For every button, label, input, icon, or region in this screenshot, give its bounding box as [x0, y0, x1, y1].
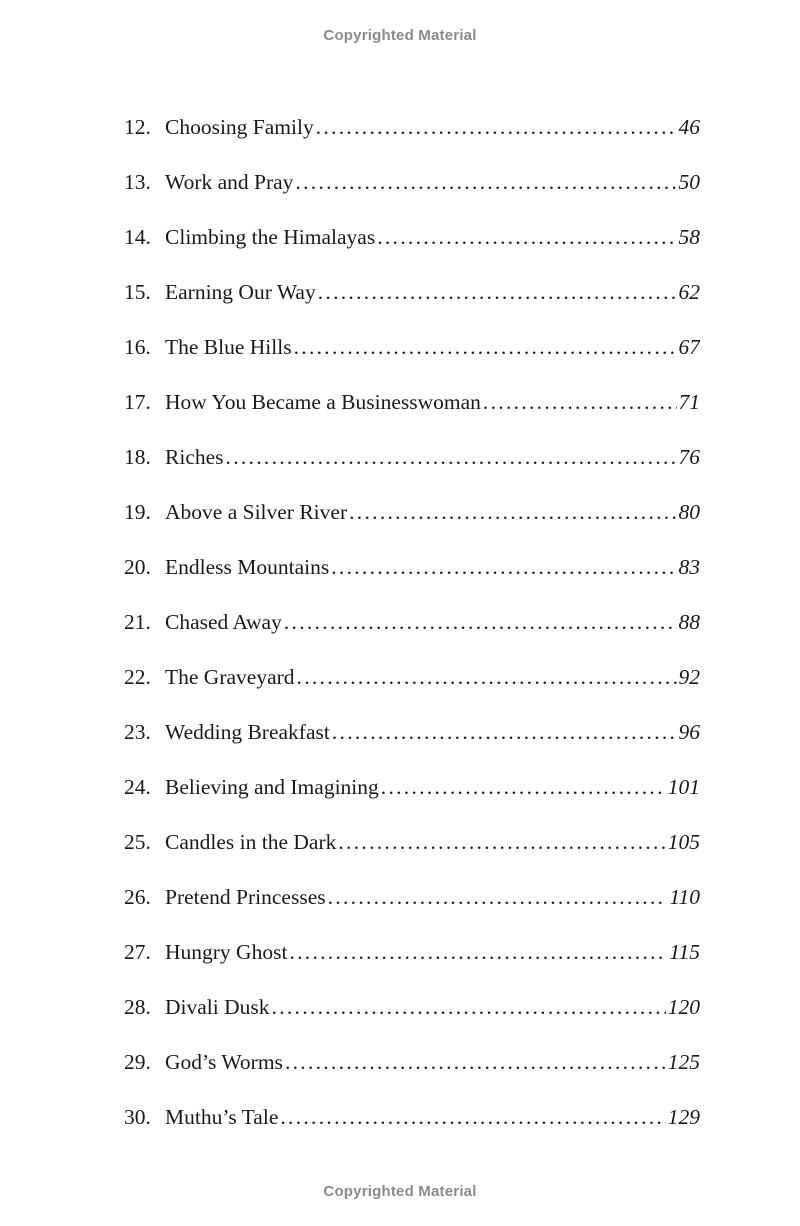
chapter-title: Believing and Imagining	[165, 775, 379, 799]
page-number: 58	[678, 225, 700, 249]
chapter-number: 20.	[124, 555, 151, 579]
dot-leader	[295, 165, 676, 199]
chapter-number: 16.	[124, 335, 151, 359]
dot-leader	[284, 605, 677, 639]
chapter-title: Hungry Ghost	[165, 940, 288, 964]
toc-entry[interactable]	[124, 440, 700, 495]
page-number: 88	[678, 610, 700, 634]
toc-entry[interactable]	[124, 1045, 700, 1100]
page-number: 96	[678, 720, 700, 744]
page-number: 125	[667, 1050, 700, 1074]
dot-leader	[381, 770, 666, 804]
dot-leader	[338, 825, 665, 859]
toc-entry[interactable]	[124, 275, 700, 330]
toc-entry[interactable]	[124, 660, 700, 715]
dot-leader	[226, 440, 677, 474]
toc-entry[interactable]	[124, 330, 700, 385]
toc-entry[interactable]	[124, 770, 700, 825]
chapter-title: Earning Our Way	[165, 280, 316, 304]
chapter-title: Chased Away	[165, 610, 282, 634]
dot-leader	[349, 495, 676, 529]
chapter-number: 12.	[124, 115, 151, 139]
page-number: 62	[678, 280, 700, 304]
chapter-number: 22.	[124, 665, 151, 689]
chapter-title: Pretend Princesses	[165, 885, 326, 909]
chapter-number: 21.	[124, 610, 151, 634]
chapter-title: Wedding Breakfast	[165, 720, 330, 744]
chapter-number: 26.	[124, 885, 151, 909]
chapter-title: The Graveyard	[165, 665, 295, 689]
chapter-title: God’s Worms	[165, 1050, 283, 1074]
toc-entry[interactable]	[124, 1100, 700, 1155]
dot-leader	[280, 1100, 665, 1134]
page-number: 71	[678, 390, 700, 414]
chapter-number: 18.	[124, 445, 151, 469]
page-number: 67	[678, 335, 700, 359]
chapter-number: 13.	[124, 170, 151, 194]
dot-leader	[331, 550, 676, 584]
chapter-number: 30.	[124, 1105, 151, 1129]
toc-entry[interactable]	[124, 110, 700, 165]
chapter-title: Muthu’s Tale	[165, 1105, 279, 1129]
page-number: 80	[678, 500, 700, 524]
dot-leader	[318, 275, 677, 309]
page-number: 115	[669, 940, 700, 964]
chapter-number: 17.	[124, 390, 151, 414]
chapter-title: Work and Pray	[165, 170, 294, 194]
chapter-number: 25.	[124, 830, 151, 854]
chapter-number: 29.	[124, 1050, 151, 1074]
page-number: 105	[667, 830, 700, 854]
page-number: 129	[667, 1105, 700, 1129]
chapter-number: 14.	[124, 225, 151, 249]
dot-leader	[332, 715, 677, 749]
page-number: 50	[678, 170, 700, 194]
toc-entry[interactable]	[124, 385, 700, 440]
dot-leader	[297, 660, 677, 694]
toc-entry[interactable]	[124, 990, 700, 1045]
chapter-title: How You Became a Businesswoman	[165, 390, 481, 414]
chapter-number: 19.	[124, 500, 151, 524]
dot-leader	[377, 220, 676, 254]
toc-entry[interactable]	[124, 165, 700, 220]
page-number: 83	[678, 555, 700, 579]
chapter-number: 23.	[124, 720, 151, 744]
copyright-watermark-bottom: Copyrighted Material	[323, 1183, 477, 1200]
dot-leader	[285, 1045, 666, 1079]
chapter-title: Candles in the Dark	[165, 830, 337, 854]
chapter-number: 24.	[124, 775, 151, 799]
toc-entry[interactable]	[124, 935, 700, 990]
chapter-number: 28.	[124, 995, 151, 1019]
page-number: 101	[667, 775, 700, 799]
toc-entry[interactable]	[124, 550, 700, 605]
page-number: 92	[678, 665, 700, 689]
toc-entry[interactable]	[124, 220, 700, 275]
page-number: 110	[669, 885, 700, 909]
chapter-number: 27.	[124, 940, 151, 964]
dot-leader	[272, 990, 666, 1024]
copyright-watermark-top: Copyrighted Material	[323, 27, 477, 44]
chapter-title: Above a Silver River	[165, 500, 348, 524]
chapter-title: Climbing the Himalayas	[165, 225, 376, 249]
dot-leader	[316, 110, 677, 144]
dot-leader	[294, 330, 677, 364]
chapter-title: The Blue Hills	[165, 335, 292, 359]
chapter-title: Choosing Family	[165, 115, 314, 139]
toc-entry[interactable]	[124, 495, 700, 550]
table-of-contents	[124, 110, 700, 1155]
toc-entry[interactable]	[124, 825, 700, 880]
toc-entry[interactable]	[124, 605, 700, 660]
dot-leader	[289, 935, 667, 969]
dot-leader	[328, 880, 668, 914]
chapter-title: Riches	[165, 445, 224, 469]
chapter-number: 15.	[124, 280, 151, 304]
toc-entry[interactable]	[124, 880, 700, 935]
page-number: 120	[667, 995, 700, 1019]
chapter-title: Divali Dusk	[165, 995, 270, 1019]
toc-entry[interactable]	[124, 715, 700, 770]
dot-leader	[483, 385, 677, 419]
chapter-title: Endless Mountains	[165, 555, 330, 579]
page-number: 46	[678, 115, 700, 139]
page-number: 76	[678, 445, 700, 469]
